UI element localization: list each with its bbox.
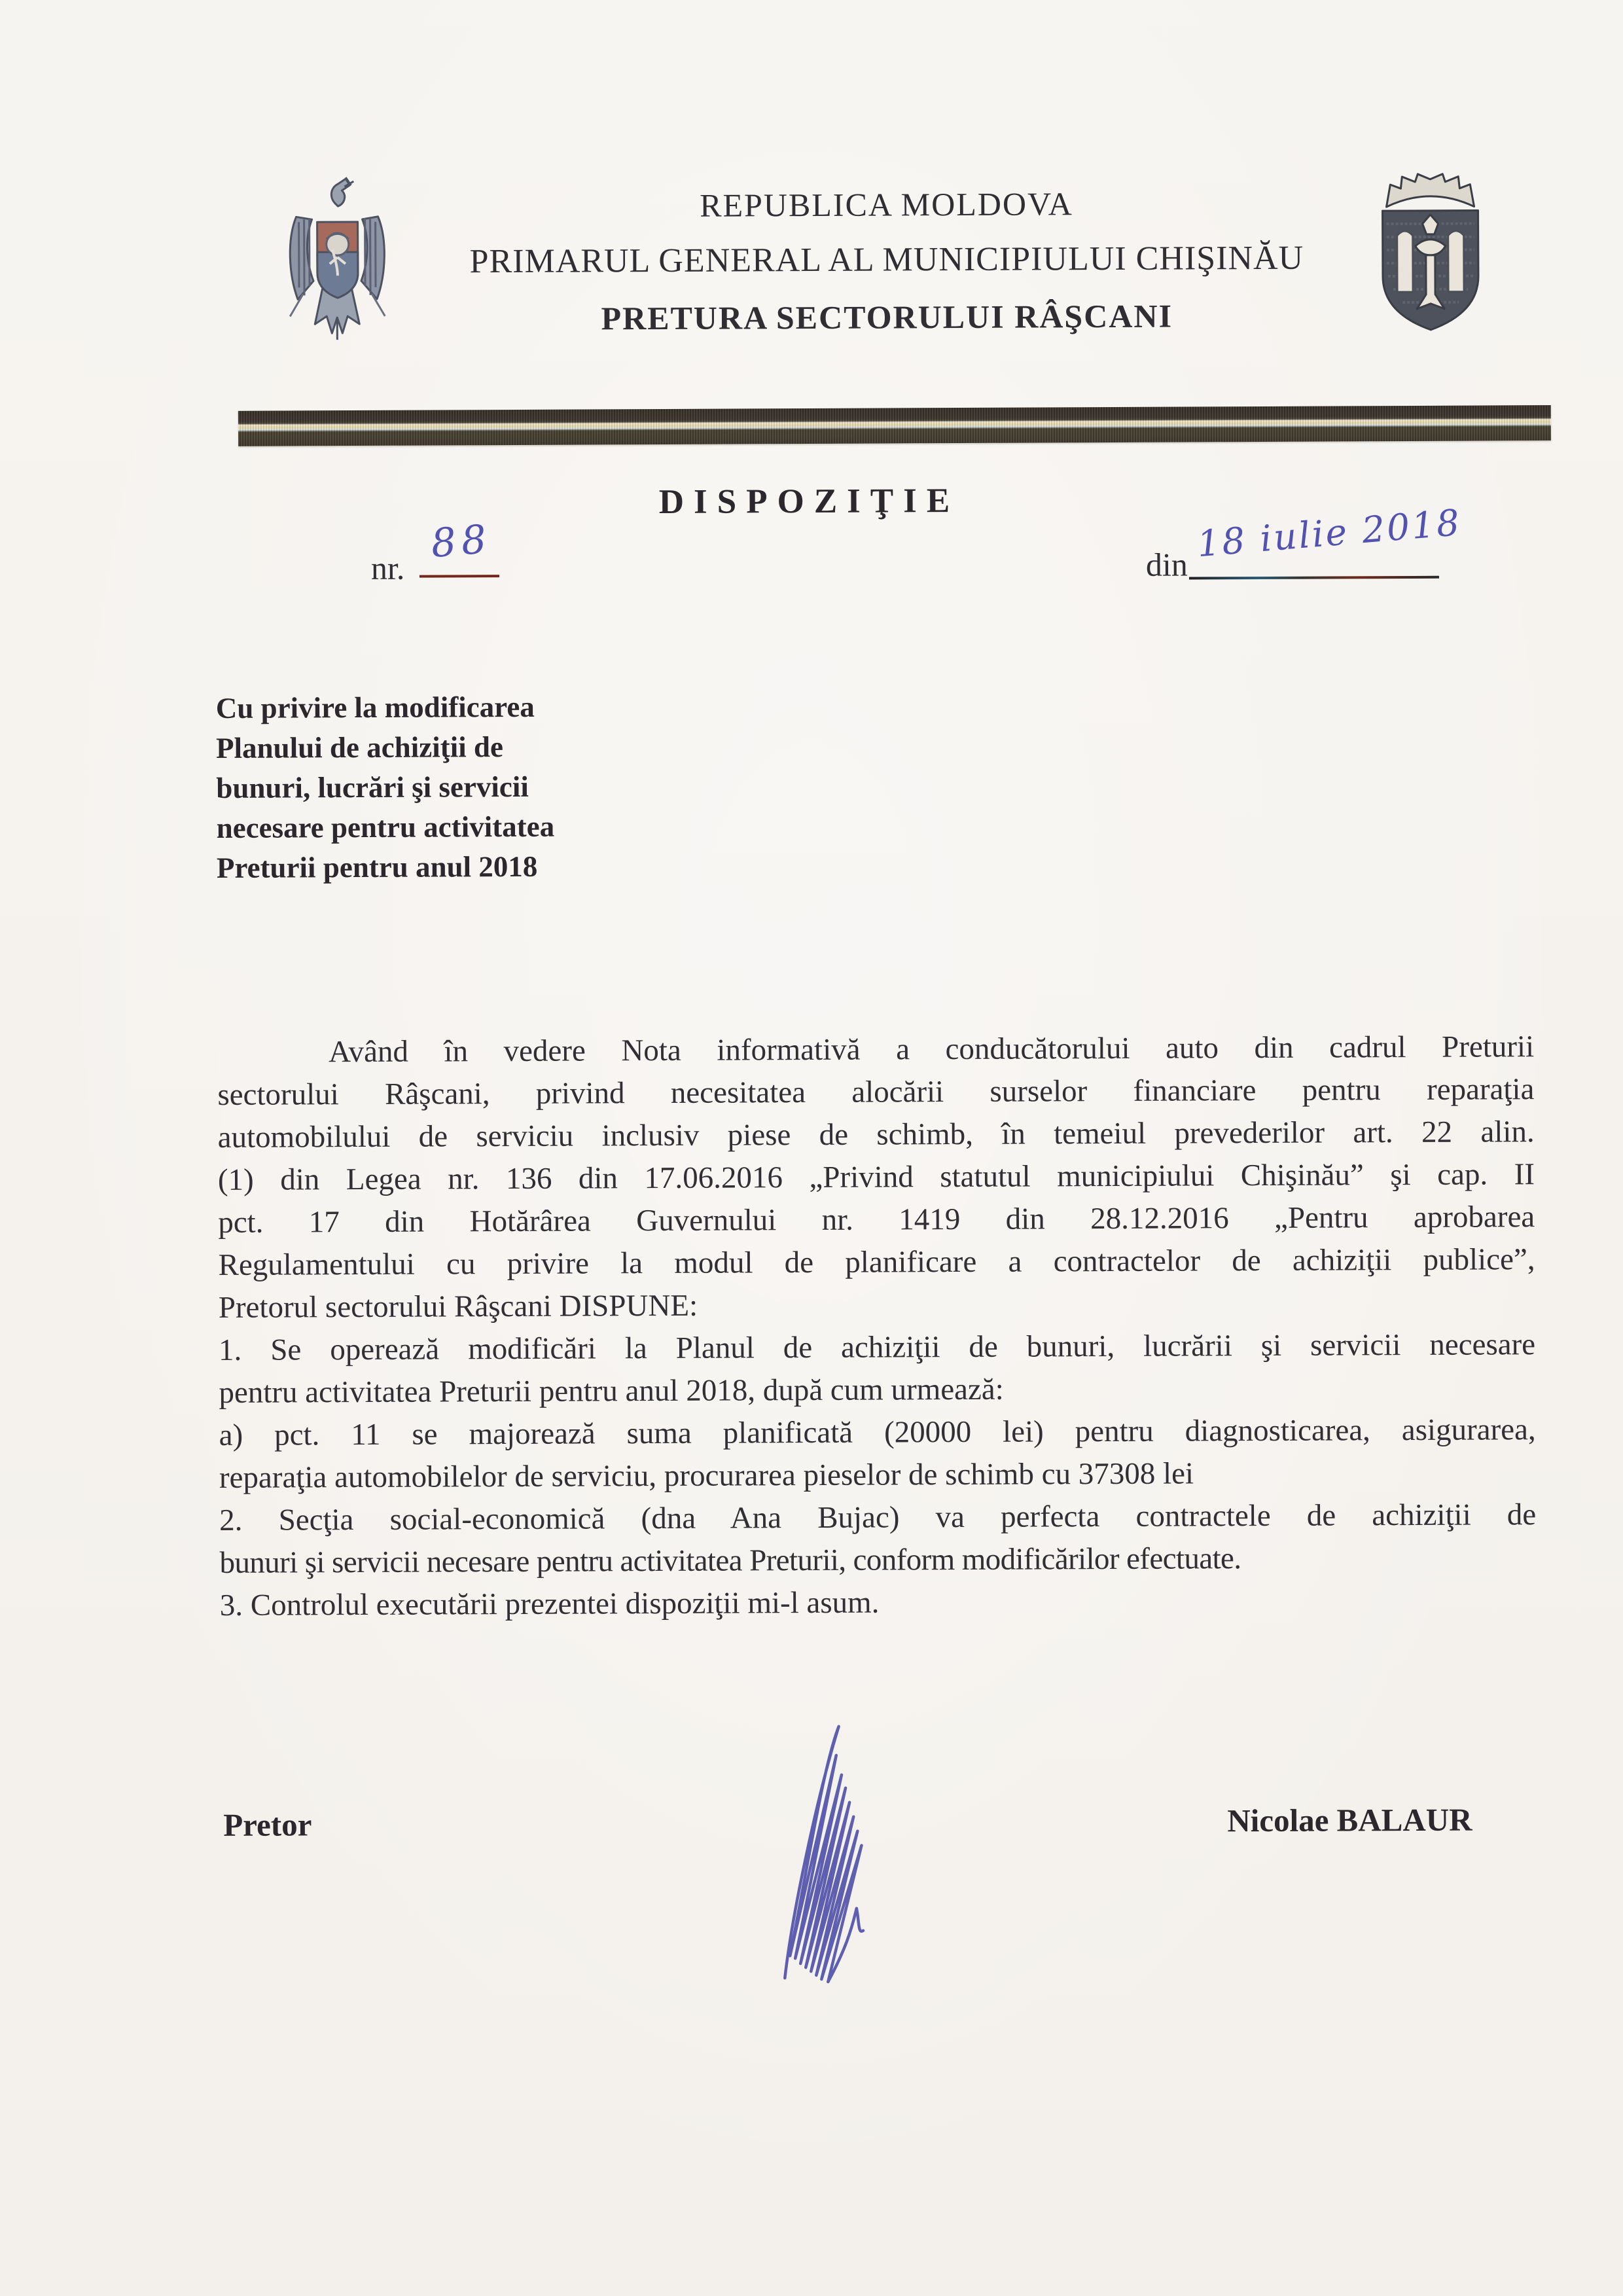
subject-line: Cu privire la modificarea	[215, 690, 535, 725]
date-handwritten-value: 18 iulie 2018	[1195, 501, 1463, 565]
body-line: Pretorul sectorului Râşcani DISPUNE:	[218, 1288, 698, 1325]
body-line: Regulamentului cu privire la modul de planificare a contractelor de achiziţii publice”,	[218, 1242, 1535, 1282]
date-label: din	[1145, 546, 1188, 583]
body-line: 3. Controlul executării prezentei dispoziţii mi-l asum.	[219, 1585, 880, 1623]
handwritten-signature	[746, 1714, 898, 1996]
subject-line: bunuri, lucrări şi servicii	[216, 770, 529, 804]
body-line: automobilului de serviciu inclusiv piese de schimb, în temeiul prevederilor art. 22 alin.	[217, 1115, 1535, 1155]
separator-band	[238, 405, 1551, 446]
moldova-state-emblem-icon	[283, 176, 391, 342]
body-line: sectorului Râşcani, privind necesitatea alocării surselor financiare pentru reparaţia	[217, 1072, 1535, 1112]
body-line: pentru activitatea Preturii pentru anul 2018, după cum urmează:	[219, 1372, 1004, 1410]
body-text	[217, 1026, 1537, 1627]
subject-line: Preturii pentru anul 2018	[216, 850, 538, 884]
number-handwritten-value: 88	[429, 516, 493, 567]
header-pretura: PRETURA SECTORULUI RÂŞCANI	[601, 297, 1173, 337]
signature-role-label: Pretor	[223, 1806, 312, 1843]
chisinau-city-emblem-icon	[1372, 172, 1489, 335]
body-line: (1) din Legea nr. 136 din 17.06.2016 „Privind statutul municipiului Chişinău” şi cap. II	[217, 1157, 1535, 1197]
document-title: DISPOZIŢIE	[658, 482, 960, 522]
header-mayor-office: PRIMARUL GENERAL AL MUNICIPIULUI CHIŞINĂU	[469, 239, 1304, 281]
subject-block	[216, 687, 662, 888]
date-underline	[1189, 576, 1439, 580]
body-line: bunuri şi servicii necesare pentru activitatea Preturii, conform modificărilor efectuate.	[219, 1541, 1241, 1580]
body-line: 2. Secţia social-economică (dna Ana Bujac) va perfecta contractele de achiziţii de	[219, 1498, 1537, 1537]
signatory-name: Nicolae BALAUR	[1227, 1801, 1472, 1839]
body-line: reparaţia automobilelor de serviciu, procurarea pieselor de schimb cu 37308 lei	[219, 1456, 1194, 1495]
number-underline	[419, 575, 499, 578]
header-country: REPUBLICA MOLDOVA	[700, 185, 1073, 224]
subject-line: necesare pentru activitatea	[216, 810, 555, 844]
body-line: pct. 17 din Hotărârea Guvernului nr. 1419 din 28.12.2016 „Pentru aprobarea	[218, 1200, 1535, 1240]
body-line: Având în vedere Nota informativă a conducătorului auto din cadrul Preturii	[329, 1030, 1535, 1069]
number-label: nr.	[370, 549, 405, 586]
body-line: a) pct. 11 se majorează suma planificată (20000 lei) pentru diagnosticarea, asigurarea,	[219, 1412, 1536, 1452]
body-line: 1. Se operează modificări la Planul de achiziţii de bunuri, lucrării şi servicii necesare	[218, 1327, 1536, 1367]
subject-line: Planului de achiziţii de	[215, 730, 503, 764]
